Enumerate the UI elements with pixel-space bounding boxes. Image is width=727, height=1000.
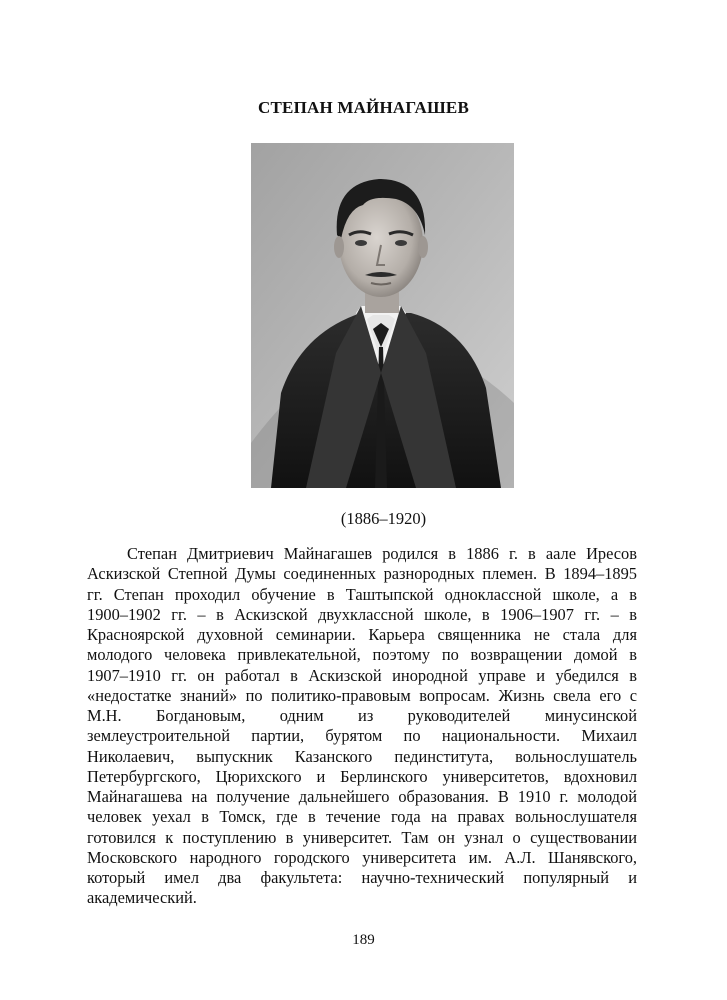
paragraph-line: Красноярской духовной семинарии. Карьера священника не стала для — [87, 625, 637, 644]
paragraph-line: землеустроительной партии, бурятом по национальности. Михаил — [87, 726, 637, 746]
biography-paragraph — [87, 544, 637, 909]
paragraph-line: Николаевич, выпускник Казанского пединститута, вольнослушатель — [87, 746, 637, 766]
paragraph-line: М.Н. Богдановым, одним из руководителей минусинской — [87, 706, 637, 725]
paragraph-line: молодого человека привлекательной, поэтому по возвращении домой в — [87, 645, 637, 665]
paragraph-line: Петербургского, Цюрихского и Берлинского университетов, вдохновил — [87, 766, 637, 786]
paragraph-line: человек уехал в Томск, где в течение года на правах вольнослушателя — [87, 807, 637, 827]
paragraph-line: который имел два факультета: научно-технический популярный и — [87, 868, 637, 887]
paragraph-line: 1900–1902 гг. – в Аскизской двухклассной школе, в 1906–1907 гг. – в — [87, 604, 637, 624]
paragraph-line: Степан Дмитриевич Майнагашев родился в 1886 г. в аале Иресов — [127, 544, 637, 563]
paragraph-line: академический. — [87, 888, 197, 908]
portrait-photo — [251, 143, 514, 488]
paragraph-line: Московского народного городского университета им. А.Л. Шанявского, — [87, 847, 637, 867]
paragraph-line: 1907–1910 гг. он работал в Аскизской инородной управе и убедился в — [87, 665, 637, 685]
life-years-caption: (1886–1920) — [340, 509, 427, 528]
paragraph-line: Аскизской Степной Думы соединенных разнородных племен. В 1894–1895 — [87, 564, 637, 584]
paragraph-line: гг. Степан проходил обучение в Таштыпской одноклассной школе, а в — [87, 584, 637, 604]
page-title: СТЕПАН МАЙНАГАШЕВ — [258, 98, 469, 117]
paragraph-line: «недостатке знаний» по политико-правовым вопросам. Жизнь свела его с — [87, 685, 637, 705]
paragraph-line: готовился к поступлению в университет. Там он узнал о существовании — [87, 827, 637, 847]
paragraph-line: Майнагашева на получение дальнейшего образования. В 1910 г. молодой — [87, 787, 637, 806]
page-number: 189 — [352, 932, 375, 948]
